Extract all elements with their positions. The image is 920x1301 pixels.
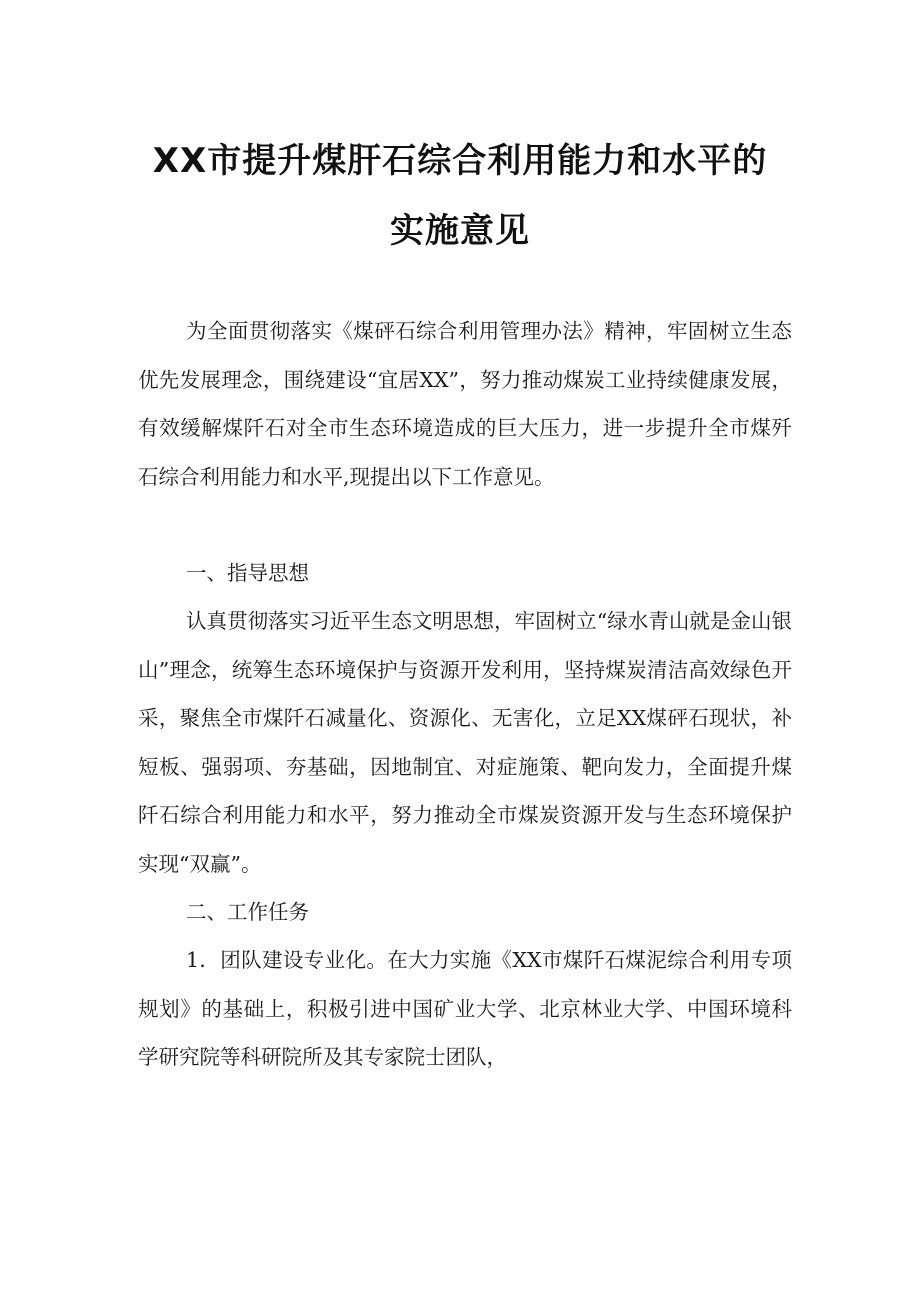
document-title-line-2: 实施意见	[390, 211, 530, 251]
section-heading-guiding-ideology: 一、指导思想	[186, 561, 309, 585]
intro-paragraph: 为全面贯彻落实《煤砰石综合利用管理办法》精神，牢固树立生态优先发展理念，围绕建设“宜居XX”，努力推动煤炭工业持续健康发展，有效缓解煤阡石对全市生态环境造成的巨大压力，进一步提升全市煤歼石综合利用能力和水平,现提出以下工作意见。	[138, 319, 792, 489]
section-heading-work-tasks: 二、工作任务	[186, 900, 309, 924]
work-task-item-1: 1．团队建设专业化。在大力实施《XX市煤阡石煤泥综合利用专项规划》的基础上，积极引进中国矿业大学、北京林业大学、中国环境科学研究院等科研院所及其专家院士团队，	[138, 948, 792, 1069]
document-title-line-1: XX市提升煤肝石综合利用能力和水平的	[152, 141, 768, 181]
guiding-ideology-paragraph: 认真贯彻落实习近平生态文明思想，牢固树立“绿水青山就是金山银山”理念，统筹生态环境保护与资源开发利用，坚持煤炭清洁高效绿色开采，聚焦全市煤阡石减量化、资源化、无害化，立足XX煤砰石现状，补短板、强弱项、夯基础，因地制宜、对症施策、靶向发力，全面提升煤阡石综合利用能力和水平，努力推动全市煤炭资源开发与生态环境保护实现“双赢”。	[138, 609, 792, 876]
